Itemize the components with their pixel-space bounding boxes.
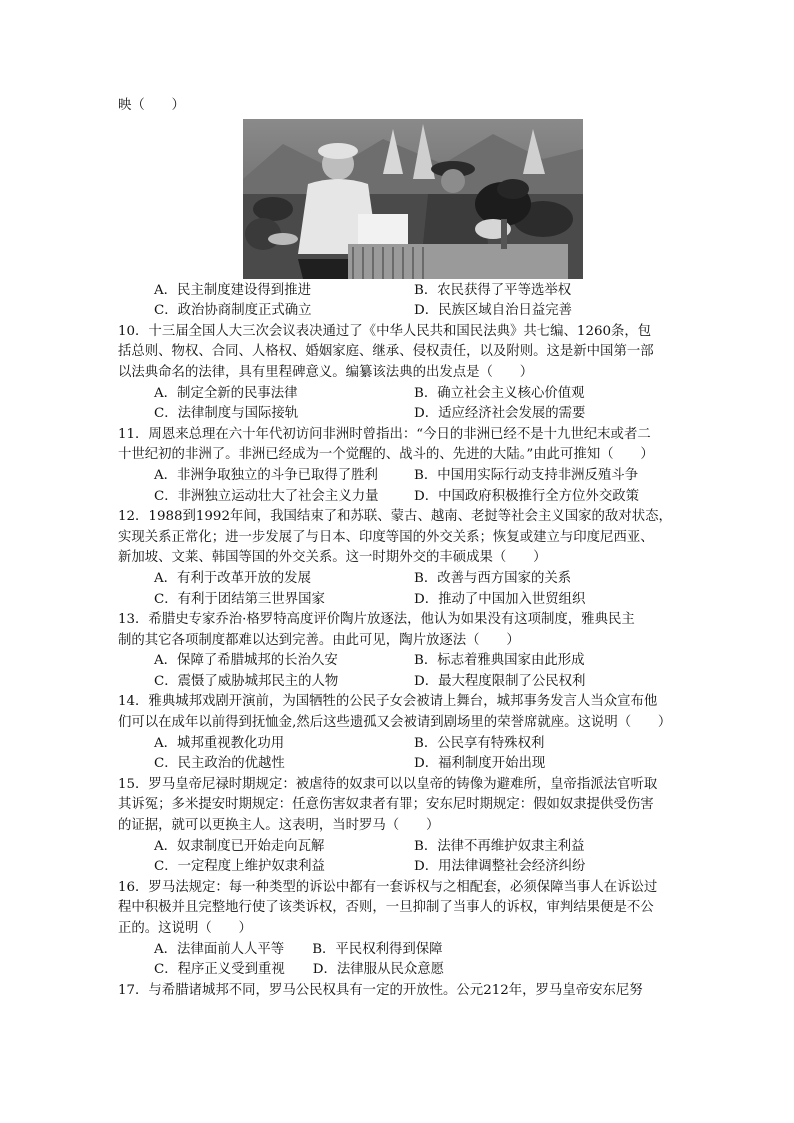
q10-option-c: C．法律制度与国际接轨 [154,406,299,422]
q16-options-row2 [118,960,678,981]
q12-option-a: A．有利于改革开放的发展 [154,570,311,586]
q11-option-b: B．中国用实际行动支持非洲反殖斗争 [414,467,639,483]
q10-option-b: B．确立社会主义核心价值观 [414,385,585,401]
q17-stem: 17．与希腊诸城邦不同，罗马公民权具有一定的开放性。公元212年，罗马皇帝安东尼努 [118,982,643,998]
q15-option-c: C．一定程度上维护奴隶利益 [154,859,325,875]
q12-option-c: C．有利于团结第三世界国家 [154,591,325,607]
q16-stem: 16．罗马法规定：每一种类型的诉讼中都有一套诉权与之相配套，必须保障当事人在诉讼过 [118,879,658,895]
q9-tail: 映（ ） [118,98,185,113]
q12-options-row2 [118,590,678,611]
q13-option-d: D．最大程度限制了公民权利 [414,673,586,689]
q13-option-b: B．标志着雅典国家由此形成 [414,653,585,669]
q12-option-d: D．推动了中国加入世贸组织 [414,591,586,607]
q11-stem: 十世纪初的非洲了。非洲已经成为一个觉醒的、战斗的、先进的大陆。”由此可推知（ ） [118,447,654,463]
q9-options-row1 [118,281,678,302]
q16-option-c: C．程序正义受到重视 [154,962,285,978]
q15-option-b: B．法律不再维护奴隶主利益 [414,838,585,854]
q13-stem: 13．希腊史专家乔治·格罗特高度评价陶片放逐法，他认为如果没有这项制度，雅典民主 [118,612,635,628]
photo-spacer [118,117,678,281]
q9-option-a: A．民主制度建设得到推进 [154,282,311,298]
q14-options-row2 [118,754,678,775]
exam-page [118,96,678,1001]
q10-stem: 以法典命名的法律，具有里程碑意义。编纂该法典的出发点是（ ） [118,364,534,380]
q16-stem: 正的。这说明（ ） [118,921,252,936]
q15-stem: 15．罗马皇帝尼禄时期规定：被虐待的奴隶可以以皇帝的铸像为避难所，皇帝指派法官听取 [118,776,658,792]
q13-option-c: C．震慑了威胁城邦民主的人物 [154,673,339,689]
q10-options-row1 [118,384,678,405]
q13-option-a: A．保障了希腊城邦的长治久安 [154,653,338,669]
q10-option-a: A．制定全新的民事法律 [154,385,298,401]
q11-options-row1 [118,466,678,487]
q11-stem: 11．周恩来总理在六十年代初访问非洲时曾指出：“今日的非洲已经不是十九世纪末或者二 [118,426,651,442]
q9-option-d: D．民族区域自治日益完善 [414,303,573,319]
q15-stem: 的证据，就可以更换主人。这表明，当时罗马（ ） [118,818,440,834]
q10-option-d: D．适应经济社会发展的需要 [414,406,586,422]
q15-option-a: A．奴隶制度已开始走向瓦解 [154,838,325,854]
q14-stem: 14．雅典城邦戏剧开演前，为国牺牲的公民子女会被请上舞台，城邦事务发言人当众宣布他 [118,694,658,710]
q16-options-row1 [118,940,678,961]
q13-stem: 制的其它各项制度都难以达到完善。由此可见，陶片放逐法（ ） [118,632,520,648]
q14-option-a: A．城邦重视教化功用 [154,735,285,751]
q14-option-c: C．民主政治的优越性 [154,756,285,772]
q14-option-b: B．公民享有特殊权利 [414,735,545,751]
q15-options-row2 [118,857,678,878]
q11-options-row2 [118,487,678,508]
q16-stem: 程中积极并且完整地行使了该类诉权，否则，一旦抑制了当事人的诉权，审判结果便是不公 [118,900,654,916]
q10-stem: 括总则、物权、合同、人格权、婚姻家庭、继承、侵权责任，以及附则。这是新中国第一部 [118,344,654,360]
q9-options-row2 [118,301,678,322]
q11-option-a: A．非洲争取独立的斗争已取得了胜利 [154,467,378,483]
q9-option-b: B．农民获得了平等选举权 [414,282,572,298]
q12-stem: 12．1988到1992年间，我国结束了和苏联、蒙古、越南、老挝等社会主义国家的敌对状态， [118,509,672,525]
q13-options-row2 [118,672,678,693]
q14-options-row1 [118,734,678,755]
q13-options-row1 [118,651,678,672]
q16-option-d: D．法律服从民众意愿 [312,962,445,978]
q10-stem: 10．十三届全国人大三次会议表决通过了《中华人民共和国民法典》共七编、1260条，包 [118,323,652,339]
q14-stem: 们可以在成年以前得到抚恤金,然后这些遗孤又会被请到剧场里的荣誉席就座。这说明（ ） [118,715,672,731]
q14-option-d: D．福利制度开始出现 [414,756,546,772]
q12-stem: 实现关系正常化；进一步发展了与日本、印度等国的外交关系；恢复或建立与印度尼西亚、 [118,529,654,545]
q16-option-a: A．法律面前人人平等 [154,941,285,957]
q9-option-c: C．政治协商制度正式确立 [154,303,312,319]
q12-stem: 新加坡、文莱、韩国等国的外交关系。这一时期外交的丰硕成果（ ） [118,550,547,566]
q10-options-row2 [118,404,678,425]
q16-option-b: B．平民权利得到保障 [312,941,443,957]
q12-options-row1 [118,569,678,590]
q15-options-row1 [118,837,678,858]
q12-option-b: B．改善与西方国家的关系 [414,570,572,586]
q11-option-c: C．非洲独立运动壮大了社会主义力量 [154,488,379,504]
q11-option-d: D．中国政府积极推行全方位外交政策 [414,488,639,504]
q15-option-d: D．用法律调整社会经济纠纷 [414,859,586,875]
q15-stem: 其诉冤；多米提安时期规定：任意伤害奴隶者有罪；安东尼时期规定：假如奴隶提供受伤害 [118,797,654,813]
